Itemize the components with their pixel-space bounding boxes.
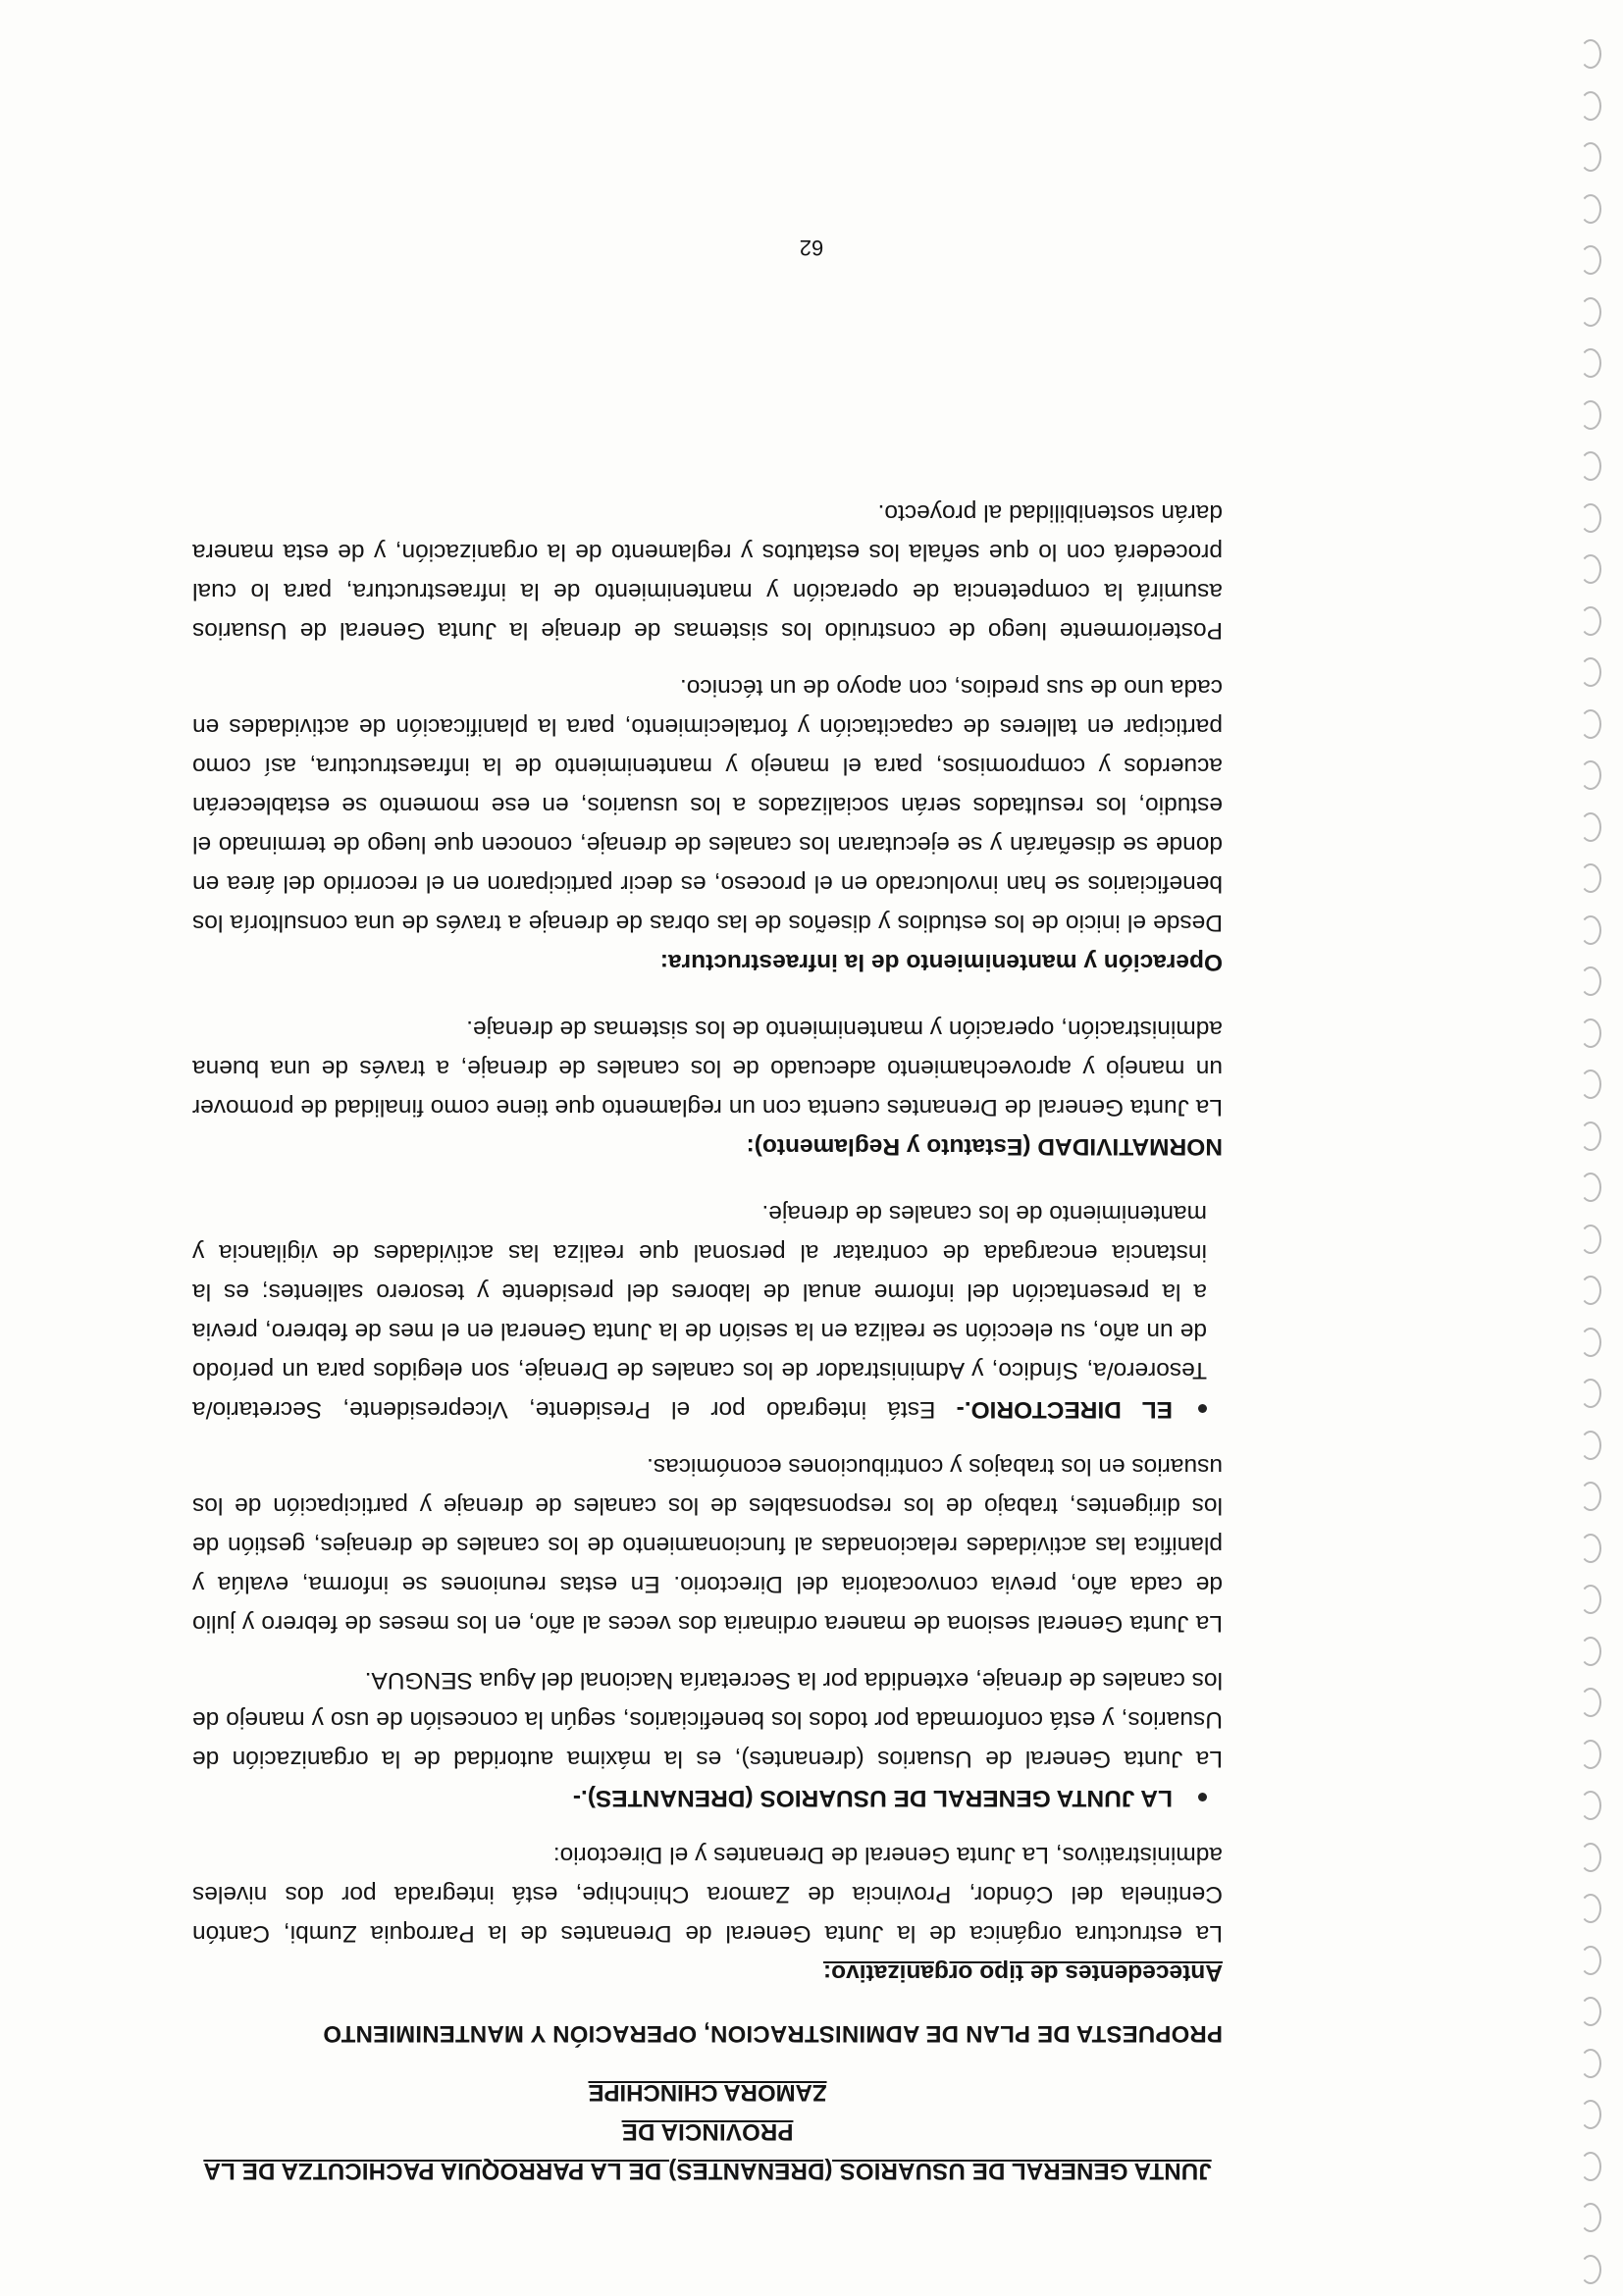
binding-ring (1580, 1018, 1601, 1048)
binding-ring (1580, 1328, 1601, 1357)
binding-ring (1580, 1534, 1601, 1563)
junta-sessions-paragraph: La Junta General sesiona de manera ordinaria dos veces al año, en los meses de febrero y julio de cada año, previa convocatoria del Directorio. En estas reuniones se informa, evalúa y planifica las actividades relacionadas al funcionamiento de los canales de drenajes, gestión de los dirigentes, trabajo de los responsables de los canales de drenaje y participación de los usuarios en los trabajos y contribuciones económicas. (192, 1453, 1223, 1637)
binding-ring (1580, 1380, 1601, 1409)
binding-ring (1580, 658, 1601, 688)
directorio-label: EL DIRECTORIO.- (956, 1396, 1173, 1423)
normatividad-paragraph: La Junta General de Drenantes cuenta con un reglamento que tiene como finalidad de promover un manejo y aprovechamiento adecuado de los canales de drenaje, a través de una buena administración, operación y mantenimiento de los sistemas de drenaje. (192, 1016, 1223, 1121)
antecedentes-paragraph: La estructura orgánica de la Junta General de Drenantes de la Parroquia Zumbi, Cantón Centinela del Cóndor, Provincia de Zamora Chinchipe, está integrada por dos niveles administrativos, La Junta General de Drenantes y el Directorio: (192, 1842, 1223, 1947)
binding-ring (1580, 400, 1601, 430)
binding-ring (1580, 812, 1601, 842)
binding-ring (1580, 1895, 1601, 1924)
binding-ring (1580, 1277, 1601, 1306)
binding-ring (1580, 2101, 1601, 2130)
binding-ring (1580, 1637, 1601, 1666)
binding-ring (1580, 1792, 1601, 1821)
binding-ring (1580, 143, 1601, 173)
binding-ring (1580, 194, 1601, 224)
page-number: 62 (799, 235, 824, 260)
binding-ring (1580, 452, 1601, 482)
binding-ring (1580, 761, 1601, 791)
document-body (192, 493, 1223, 2190)
junta-heading (192, 1778, 1223, 1817)
binding-ring (1580, 2255, 1601, 2284)
binding-ring (1580, 915, 1601, 945)
binding-ring (1580, 709, 1601, 739)
binding-ring (1580, 503, 1601, 533)
binding-ring (1580, 1174, 1601, 1203)
spiral-binding (1560, 0, 1615, 2296)
bullet-icon (1198, 1404, 1207, 1413)
binding-ring (1580, 1946, 1601, 1975)
binding-ring (1580, 40, 1601, 70)
binding-ring (1580, 297, 1601, 327)
binding-ring (1580, 1225, 1601, 1254)
antecedentes-heading: Antecedentes de tipo organizativo: (822, 1959, 1223, 1986)
document-title-line1: JUNTA GENERAL DE USUARIOS (DRENANTES) DE LA PARROQUIA PACHICUTZA DE LA PROVINCIA DE (203, 2118, 1212, 2184)
directorio-paragraph (192, 1193, 1223, 1429)
binding-ring (1580, 1843, 1601, 1872)
directorio-text: Está integrado por el Presidente, Vicepresidente, Secretario/a Tesorero/a, Síndico, y Administrador de los canales de Drenaje, son elegidos para un período de un año, su elección se realiza en la sesión de la Junta General en el mes de febrero, previa a la presentación del informe anual de labores del presidente y tesorero salientes; es la instancia encargada de contratar al personal que realiza las actividades de vigilancia y mantenimiento de los canales de drenaje. (192, 1200, 1207, 1423)
normatividad-heading: NORMATIVIDAD (Estatuto y Reglamento): (746, 1133, 1223, 1160)
binding-ring (1580, 1740, 1601, 1769)
binding-ring (1580, 2204, 1601, 2233)
bullet-icon (1198, 1793, 1207, 1801)
binding-ring (1580, 349, 1601, 379)
binding-ring (1580, 2049, 1601, 2078)
binding-ring (1580, 606, 1601, 636)
binding-ring (1580, 1998, 1601, 2027)
binding-ring (1580, 2152, 1601, 2181)
operacion-paragraph: Desde el inicio de los estudios y diseños de las obras de drenaje a través de una consultoría los beneficiarios se han involucrado en el proceso, es decir participaron en el recorrido del área en donde se diseñarán y se ejecutaran los canales de drenaje, conocen que luego de terminado el estudio, los resultados serán socializados a los usuarios, en ese momento se establecerán acuerdos y compromisos, para el manejo y mantenimiento de la infraestructura, así como participar en talleres de capacitación y fortalecimiento, para la planificación de actividades en cada uno de sus predios, con apoyo de un técnico. (192, 674, 1223, 936)
binding-ring (1580, 555, 1601, 585)
binding-ring (1580, 967, 1601, 997)
junta-heading-text: LA JUNTA GENERAL DE USUARIOS (DRENANTES).- (572, 1785, 1173, 1811)
binding-ring (1580, 91, 1601, 121)
junta-paragraph: La Junta General de Usuarios (drenantes), es la máxima autoridad de la organización de Usuarios, y está conformada por todos los beneficiarios, según la concesión de uso y manejo de los canales de drenaje, extendida por la Secretaría Nacional del Agua SENGUA. (192, 1667, 1223, 1772)
binding-ring (1580, 1431, 1601, 1460)
binding-ring (1580, 1586, 1601, 1615)
posteriormente-paragraph: Posteriormente luego de construido los sistemas de drenaje la Junta General de Usuarios asumirá la competencia de operación y mantenimiento de la infraestructura, para lo cual procederá con lo que señala los estatutos y reglamento de la organización, y de esta manera darán sostenibilidad al proyecto. (192, 499, 1223, 644)
binding-ring (1580, 1070, 1601, 1100)
operacion-heading: Operación y mantenimiento de la infraestructura: (659, 949, 1223, 975)
binding-ring (1580, 1689, 1601, 1718)
document-title-line2: ZAMORA CHINCHIPE (588, 2079, 827, 2106)
binding-ring (1580, 864, 1601, 894)
proposal-heading: PROPUESTA DE PLAN DE ADMINISTRACION, OPERACIÓN Y MANTENIMIENTO (323, 2020, 1223, 2047)
binding-ring (1580, 1483, 1601, 1512)
binding-ring (1580, 1122, 1601, 1151)
